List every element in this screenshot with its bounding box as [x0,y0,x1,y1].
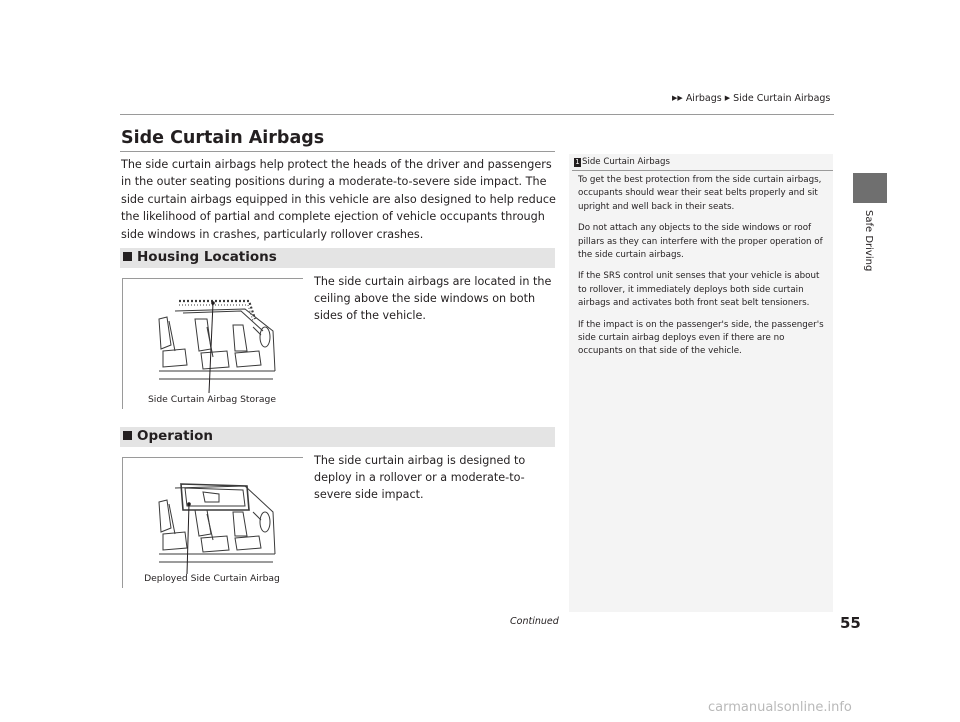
housing-figure-caption: Side Curtain Airbag Storage [147,394,277,405]
operation-text: The side curtain airbag is designed to deploy in a rollover or a moderate-to-severe side impact. [314,454,526,501]
breadcrumb [672,93,830,104]
double-arrow-icon: ▶▶ [672,94,683,102]
housing-text: The side curtain airbags are located in the ceiling above the side windows on both sides of the vehicle. [314,275,552,322]
note-paragraph: If the SRS control unit senses that your vehicle is about to rollover, it immediately deploys both side curtain airbags and activates both front seat belt tensioners. [578,271,820,309]
note-divider [572,170,833,171]
reference-marker-icon: 1 [575,158,580,166]
note-paragraph: To get the best protection from the side curtain airbags, occupants should wear their seat belts properly and sit upright and well back in their seats. [578,175,822,212]
square-bullet-icon [123,252,132,261]
chapter-label-text: Safe Driving [863,210,874,272]
note-paragraph: If the impact is on the passenger's side, the passenger's side curtain airbag deploys even if there are no occupants on that side of the vehicle. [578,319,824,357]
housing-heading-bar [120,248,555,268]
page-number: 55 [840,614,861,632]
arrow-icon: ▶ [724,94,731,102]
operation-heading [123,428,213,444]
car-interior-deployed-illustration [123,458,303,588]
watermark: carmanualsonline.info [708,700,852,715]
operation-heading-text: Operation [137,428,214,444]
note-body [578,174,826,367]
leader-line [187,504,189,574]
square-bullet-icon [123,431,132,440]
housing-heading [123,249,277,265]
title-divider [120,151,555,152]
note-paragraph: Do not attach any objects to the side windows or roof pillars as they can interfere with the proper operation of the side curtain airbags. [578,223,823,261]
continued-label: Continued [510,616,559,627]
breadcrumb-item-side-curtain-airbags[interactable]: Side Curtain Airbags [733,93,831,104]
housing-figure [122,278,303,409]
chapter-tab-marker [853,173,887,203]
intro-paragraph: The side curtain airbags help protect the heads of the driver and passengers in the outer seating positions during a moderate-to-severe side impact. The side curtain airbags equipped in this vehicle are also designed to help reduce the likelihood of partial and complete ejection of vehicle occupants through side windows in crashes, particularly rollover crashes. [121,158,556,241]
note-heading [574,157,670,167]
operation-figure [122,457,303,588]
note-heading-text[interactable]: Side Curtain Airbags [582,157,670,167]
operation-figure-caption: Deployed Side Curtain Airbag [144,573,280,584]
header-divider [120,114,834,115]
operation-heading-bar [120,427,555,447]
breadcrumb-item-airbags[interactable]: Airbags [685,93,722,104]
chapter-label [855,210,885,310]
page-title: Side Curtain Airbags [121,128,325,148]
housing-heading-text: Housing Locations [137,249,277,265]
car-interior-storage-illustration [123,279,303,409]
